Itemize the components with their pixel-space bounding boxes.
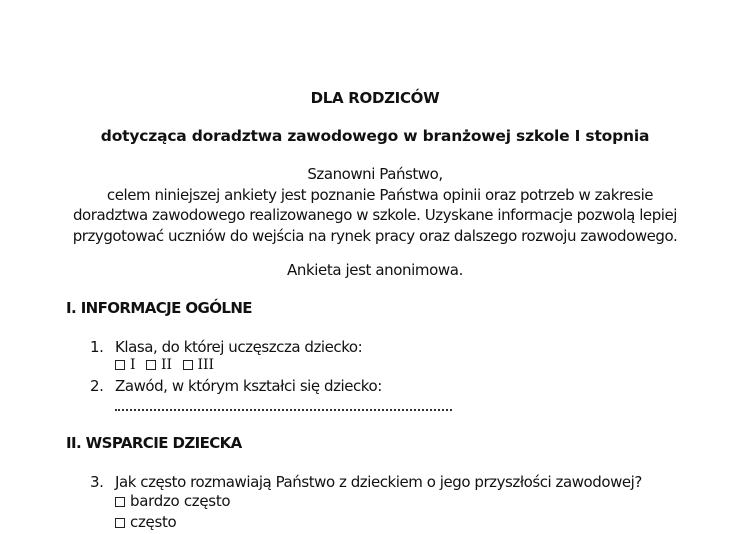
question-number: 2.: [90, 377, 104, 395]
intro-line: doradztwa zawodowego realizowanego w szkole. Uzyskane informacje pozwolą lepiej: [72, 206, 678, 224]
question-text: Klasa, do której uczęszcza dziecko:: [115, 338, 363, 356]
class-option-i[interactable]: I: [115, 357, 136, 373]
question-number: 3.: [90, 473, 104, 491]
checkbox-icon[interactable]: [115, 518, 125, 528]
class-option-ii[interactable]: II: [146, 357, 172, 373]
question-number: 1.: [90, 338, 104, 356]
document-title: DLA RODZICÓW: [310, 89, 440, 107]
question-text: Jak często rozmawiają Państwo z dzieckiem o jego przyszłości zawodowej?: [115, 473, 642, 491]
section-heading-general-info: I. INFORMACJE OGÓLNE: [66, 299, 252, 317]
checkbox-icon[interactable]: [183, 360, 193, 370]
checkbox-icon[interactable]: [115, 360, 125, 370]
intro-greeting: Szanowni Państwo,: [307, 165, 443, 183]
intro-line: przygotować uczniów do wejścia na rynek pracy oraz dalszego rozwoju zawodowego.: [72, 226, 678, 245]
section-heading-child-support: II. WSPARCIE DZIECKA: [66, 434, 242, 452]
anonymous-note: Ankieta jest anonimowa.: [287, 261, 463, 279]
checkbox-icon[interactable]: [146, 360, 156, 370]
question-text: Zawód, w którym kształci się dziecko:: [115, 377, 382, 395]
class-option-iii[interactable]: III: [183, 357, 215, 373]
class-options: [115, 357, 220, 373]
answer-option-often[interactable]: często: [115, 513, 176, 531]
profession-answer-line[interactable]: [115, 409, 452, 411]
intro-paragraph: [0, 164, 750, 246]
document-subtitle: dotycząca doradztwa zawodowego w branżowej szkole I stopnia: [100, 127, 650, 145]
answer-option-very-often[interactable]: bardzo często: [115, 492, 230, 510]
checkbox-icon[interactable]: [115, 497, 125, 507]
intro-line: celem niniejszej ankiety jest poznanie Państwa opinii oraz potrzeb w zakresie: [106, 185, 654, 204]
